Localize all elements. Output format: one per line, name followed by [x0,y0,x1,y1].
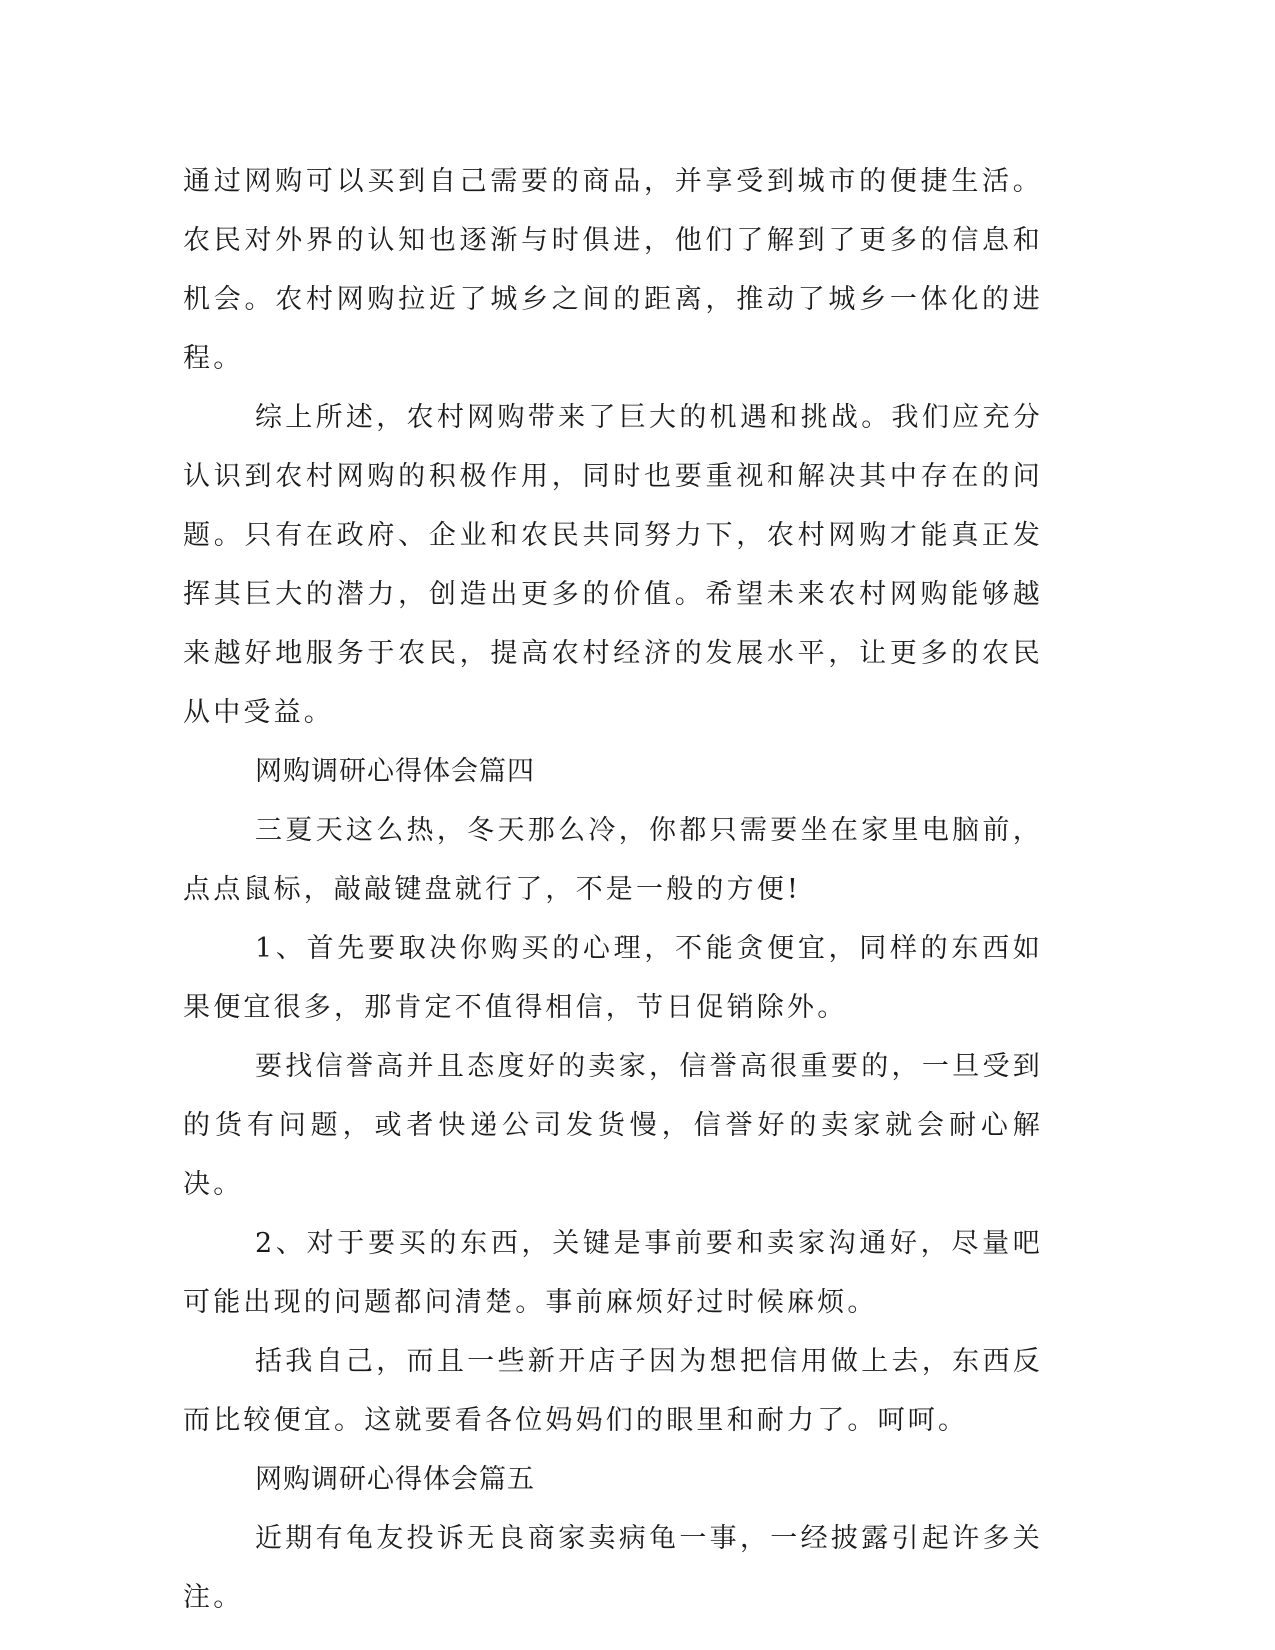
section-heading-four: 网购调研心得体会篇四 [255,756,535,787]
paragraph-new-shops: 括我自己，而且一些新开店子因为想把信用做上去，东西反而比较便宜。这就要看各位妈妈们的眼里和耐力了。呵呵。 [183,1346,1043,1436]
paragraph-tip-one: 1、首先要取决你购买的心理，不能贪便宜，同样的东西如果便宜很多，那肯定不值得相信，节日促销除外。 [183,933,1043,1023]
section-heading-five: 网购调研心得体会篇五 [255,1464,535,1495]
paragraph-continuation: 通过网购可以买到自己需要的商品，并享受到城市的便捷生活。农民对外界的认知也逐渐与时俱进，他们了解到了更多的信息和机会。农村网购拉近了城乡之间的距离，推动了城乡一体化的进程。 [183,166,1043,374]
document-body [183,152,1043,1627]
paragraph-tip-two: 2、对于要买的东西，关键是事前要和卖家沟通好，尽量吧可能出现的问题都问清楚。事前麻烦好过时候麻烦。 [183,1228,1043,1318]
paragraph-summary: 综上所述，农村网购带来了巨大的机遇和挑战。我们应充分认识到农村网购的积极作用，同时也要重视和解决其中存在的问题。只有在政府、企业和农民共同努力下，农村网购才能真正发挥其巨大的潜力，创造出更多的价值。希望未来农村网购能够越来越好地服务于农民，提高农村经济的发展水平，让更多的农民从中受益。 [183,402,1043,728]
paragraph-seller-reputation: 要找信誉高并且态度好的卖家，信誉高很重要的，一旦受到的货有问题，或者快递公司发货慢，信誉好的卖家就会耐心解决。 [183,1051,1043,1200]
paragraph-complaint: 近期有龟友投诉无良商家卖病龟一事，一经披露引起许多关注。 [183,1523,1043,1613]
paragraph-convenience: 三夏天这么热，冬天那么冷，你都只需要坐在家里电脑前，点点鼠标，敲敲键盘就行了，不是一般的方便! [183,815,1043,905]
